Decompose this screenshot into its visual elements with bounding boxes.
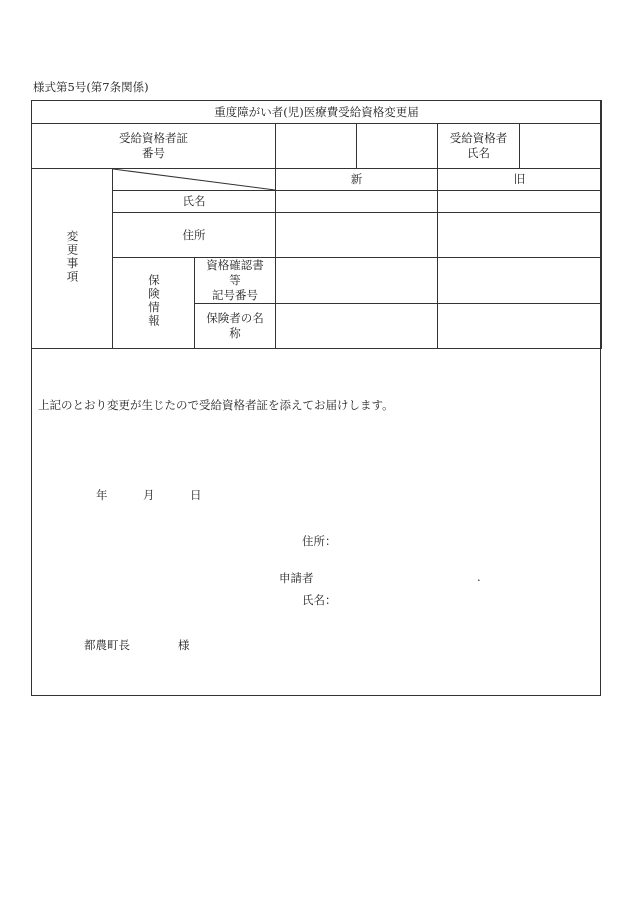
applicant-address-label: 住所：: [302, 534, 337, 548]
insurance-info-label: 保険情報: [113, 258, 195, 349]
addressee-honorific: 様: [178, 638, 190, 652]
form-number-label: 様式第5号(第7条関係): [33, 80, 149, 94]
address-row-label: 住所: [113, 213, 276, 258]
change-form-table: [31, 100, 602, 349]
date-month: 月: [143, 488, 155, 502]
date-day: 日: [190, 488, 202, 502]
old-qualification-field[interactable]: [438, 258, 602, 304]
date-year: 年: [96, 488, 108, 502]
applicant-name-label: 氏名：: [302, 593, 337, 607]
form-title: 重度障がい者(児)医療費受給資格変更届: [32, 101, 602, 124]
cert-number-label: 受給資格者証 番号: [32, 124, 276, 169]
holder-name-field[interactable]: [520, 124, 602, 169]
new-address-field[interactable]: [276, 213, 438, 258]
insurer-name-label: 保険者の名 称: [195, 304, 276, 349]
old-column-header: 旧: [438, 169, 602, 191]
holder-name-label: 受給資格者 氏名: [438, 124, 520, 169]
change-items-label: 変更事項: [32, 169, 113, 349]
diagonal-header-cell: [113, 169, 276, 191]
statement-text: 上記のとおり変更が生じたので受給資格者証を添えてお届けします。: [38, 398, 394, 412]
addressee-mayor: 都農町長: [84, 638, 130, 652]
new-column-header: 新: [276, 169, 438, 191]
old-name-field[interactable]: [438, 191, 602, 213]
seal-dot: .: [477, 570, 481, 584]
cert-number-field-2[interactable]: [357, 124, 438, 169]
cert-number-field-1[interactable]: [276, 124, 357, 169]
diagonal-line: [113, 169, 275, 190]
qualification-doc-label: 資格確認書 等 記号番号: [195, 258, 276, 304]
old-insurer-field[interactable]: [438, 304, 602, 349]
new-name-field[interactable]: [276, 191, 438, 213]
new-qualification-field[interactable]: [276, 258, 438, 304]
old-address-field[interactable]: [438, 213, 602, 258]
name-row-label: 氏名: [113, 191, 276, 213]
applicant-label: 申請者: [279, 571, 314, 585]
new-insurer-field[interactable]: [276, 304, 438, 349]
